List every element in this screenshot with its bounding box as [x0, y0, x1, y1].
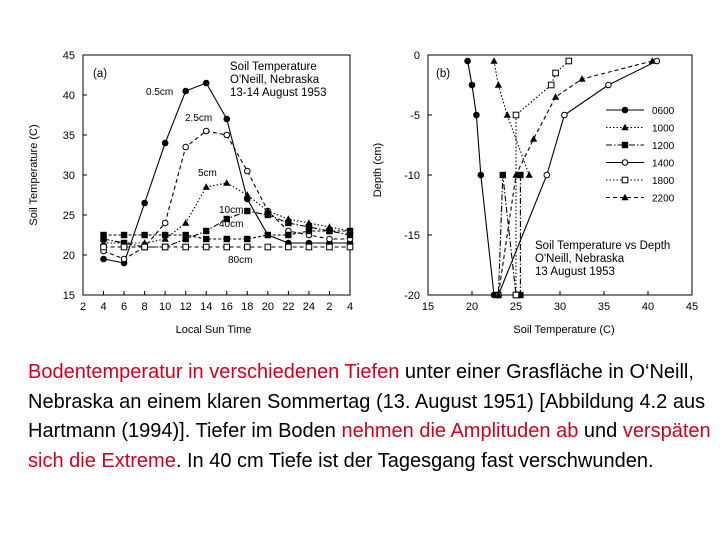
data-point	[469, 82, 475, 88]
data-point	[162, 140, 168, 146]
series-0600	[465, 58, 501, 298]
legend-marker	[622, 142, 628, 148]
panel-a-x-tick-label: 18	[241, 301, 254, 313]
panel-a-x-tick-label: 2	[79, 301, 87, 313]
panel-b-panel-letter: (b)	[436, 68, 451, 80]
panel-b-y-tick-label: -20	[404, 290, 420, 302]
data-point	[306, 228, 312, 234]
panel-a-title-line: O'Neill, Nebraska	[230, 74, 320, 86]
data-point	[504, 111, 511, 118]
panel-a-y-tick-label: 15	[62, 290, 75, 302]
data-point	[562, 112, 568, 118]
data-point	[245, 244, 251, 250]
data-point	[474, 112, 480, 118]
data-point	[244, 208, 250, 214]
panel-a-title-line: Soil Temperature	[230, 61, 317, 73]
panel-a-x-tick-label: 2	[326, 301, 333, 313]
panel-b-y-tick-label: -5	[410, 110, 420, 122]
series-label: 0.5cm	[146, 87, 174, 98]
series-1200	[495, 172, 523, 298]
panel-b-y-tick-label: -15	[404, 230, 420, 242]
panel-a-x-tick-label: 12	[179, 301, 192, 313]
panel-a-x-tick-label: 4	[346, 301, 354, 313]
panel-a-x-tick-label: 14	[200, 301, 213, 313]
panel-b-title-line: O'Neill, Nebraska	[535, 253, 625, 265]
series-line	[498, 175, 520, 295]
legend-label: 1800	[652, 176, 675, 187]
data-point	[223, 179, 230, 186]
panel-a-x-tick-label: 22	[282, 301, 295, 313]
data-point	[548, 82, 554, 88]
data-point	[500, 172, 506, 178]
data-point	[265, 244, 271, 250]
legend-marker	[622, 177, 628, 183]
data-point	[224, 236, 230, 242]
legend-label: 0600	[652, 106, 675, 117]
panel-b-x-tick-label: 25	[509, 301, 523, 313]
panel-b-y-axis-label: Depth (cm)	[372, 142, 384, 198]
legend-label: 1200	[652, 141, 675, 152]
panel-a-title-line: 13-14 August 1953	[230, 87, 327, 99]
caption-highlight: Bodentemperatur in verschiedenen Tiefen	[28, 361, 400, 383]
caption-text: . In 40 cm Tiefe ist der Tagesgang fast verschwunden.	[175, 449, 654, 472]
data-point	[553, 70, 559, 76]
data-point	[121, 256, 127, 262]
data-point	[552, 93, 559, 100]
data-point	[203, 244, 209, 250]
data-point	[478, 172, 484, 178]
series-label: 80cm	[228, 255, 253, 266]
data-point	[224, 132, 230, 138]
caption-text: unter einer Grasfläche in O‘Neill, Nebraska an einem klaren Sommertag (13. August 1951) [Abbildung 4.2 aus Hartmann (1994)]. Tiefer im Boden	[28, 361, 706, 442]
panel-a-x-tick-label: 10	[159, 301, 172, 313]
panel-b-x-tick-label: 45	[685, 301, 699, 313]
panel-a-x-tick-label: 8	[141, 301, 148, 313]
data-point	[121, 244, 127, 250]
legend-marker	[622, 107, 628, 113]
data-point	[606, 82, 612, 88]
data-point	[465, 58, 471, 64]
panel-b-y-tick-label: 0	[413, 50, 420, 62]
panel-a-x-tick-label: 24	[302, 301, 316, 313]
data-point	[347, 244, 353, 250]
data-point	[162, 220, 168, 226]
data-point	[142, 244, 148, 250]
data-point	[526, 171, 533, 178]
data-point	[203, 183, 210, 190]
data-point	[495, 81, 502, 88]
panel-a-y-tick-label: 30	[62, 170, 75, 182]
panel-a-y-tick-label: 35	[62, 130, 75, 142]
panel-a-y-tick-label: 40	[62, 90, 75, 102]
caption-highlight: nehmen die Amplituden ab	[341, 420, 579, 442]
data-point	[142, 200, 148, 206]
data-point	[513, 292, 519, 298]
data-point	[203, 80, 209, 86]
data-point	[141, 232, 147, 238]
panel-a-panel-letter: (a)	[93, 68, 108, 80]
panel-a-y-tick-label: 45	[62, 50, 75, 62]
data-point	[244, 236, 250, 242]
data-point	[183, 244, 189, 250]
panel-b-x-tick-label: 30	[553, 301, 567, 313]
legend-label: 2200	[652, 193, 675, 205]
panel-a-x-tick-label: 6	[121, 301, 128, 313]
panel-a-y-tick-label: 20	[62, 250, 75, 262]
panel-b-x-tick-label: 40	[641, 301, 655, 313]
series-label: 2.5cm	[185, 113, 213, 124]
data-point	[326, 228, 332, 234]
figure-caption	[28, 358, 713, 476]
data-point	[265, 232, 271, 238]
data-point	[203, 228, 209, 234]
legend-label: 1400	[652, 158, 675, 170]
data-point	[265, 212, 271, 218]
data-point	[285, 232, 291, 238]
data-point	[224, 116, 230, 122]
data-point	[244, 191, 251, 198]
data-point	[566, 58, 572, 64]
data-point	[286, 244, 292, 250]
panel-a-x-axis-label: Local Sun Time	[175, 324, 252, 336]
series-line	[468, 61, 499, 295]
legend-label: 1000	[652, 123, 675, 135]
data-point	[101, 256, 107, 262]
panel-a-y-tick-label: 25	[62, 210, 75, 222]
panel-b-x-axis-label: Soil Temperature (C)	[513, 324, 615, 336]
panel-b-x-tick-label: 20	[465, 301, 479, 313]
data-point	[182, 232, 188, 238]
data-point	[100, 232, 106, 238]
panel-b-title-line: Soil Temperature vs Depth	[535, 240, 671, 252]
series-label: 5cm	[198, 168, 217, 179]
data-point	[306, 244, 312, 250]
panel-b-x-tick-label: 15	[421, 301, 435, 313]
data-point	[162, 244, 168, 250]
data-point	[162, 232, 168, 238]
data-point	[101, 244, 107, 250]
panel-a-x-tick-label: 4	[100, 301, 107, 313]
series-80cm	[101, 244, 353, 250]
legend-marker	[622, 160, 628, 166]
data-point	[327, 244, 333, 250]
data-point	[530, 135, 537, 142]
data-point	[327, 236, 333, 242]
panel-b-depth-profile	[372, 50, 698, 336]
panel-b-title-line: 13 August 1953	[535, 266, 615, 278]
panel-b-legend	[603, 100, 689, 208]
legend-background	[603, 100, 689, 208]
series-label: 10cm	[219, 205, 244, 216]
data-point	[285, 220, 291, 226]
data-point	[224, 244, 230, 250]
data-point	[245, 168, 251, 174]
data-point	[490, 57, 497, 64]
caption-highlight: verspäten sich die Extreme	[28, 420, 711, 472]
panel-a-time-series	[28, 50, 354, 336]
data-point	[347, 228, 353, 234]
panel-a-x-tick-label: 16	[220, 301, 233, 313]
series-label: 40cm	[219, 219, 244, 230]
data-point	[203, 128, 209, 134]
data-point	[183, 88, 189, 94]
data-point	[513, 112, 519, 118]
data-point	[544, 172, 550, 178]
series-line	[494, 61, 529, 175]
data-point	[203, 236, 209, 242]
panel-b-y-tick-label: -10	[404, 170, 420, 182]
panel-a-y-axis-label: Soil Temperature (C)	[28, 124, 40, 226]
caption-text: und	[578, 420, 623, 442]
data-point	[182, 219, 189, 226]
panel-b-x-tick-label: 35	[597, 301, 611, 313]
data-point	[121, 232, 127, 238]
panel-a-x-tick-label: 20	[261, 301, 274, 313]
data-point	[183, 144, 189, 150]
series-1000	[490, 57, 532, 178]
